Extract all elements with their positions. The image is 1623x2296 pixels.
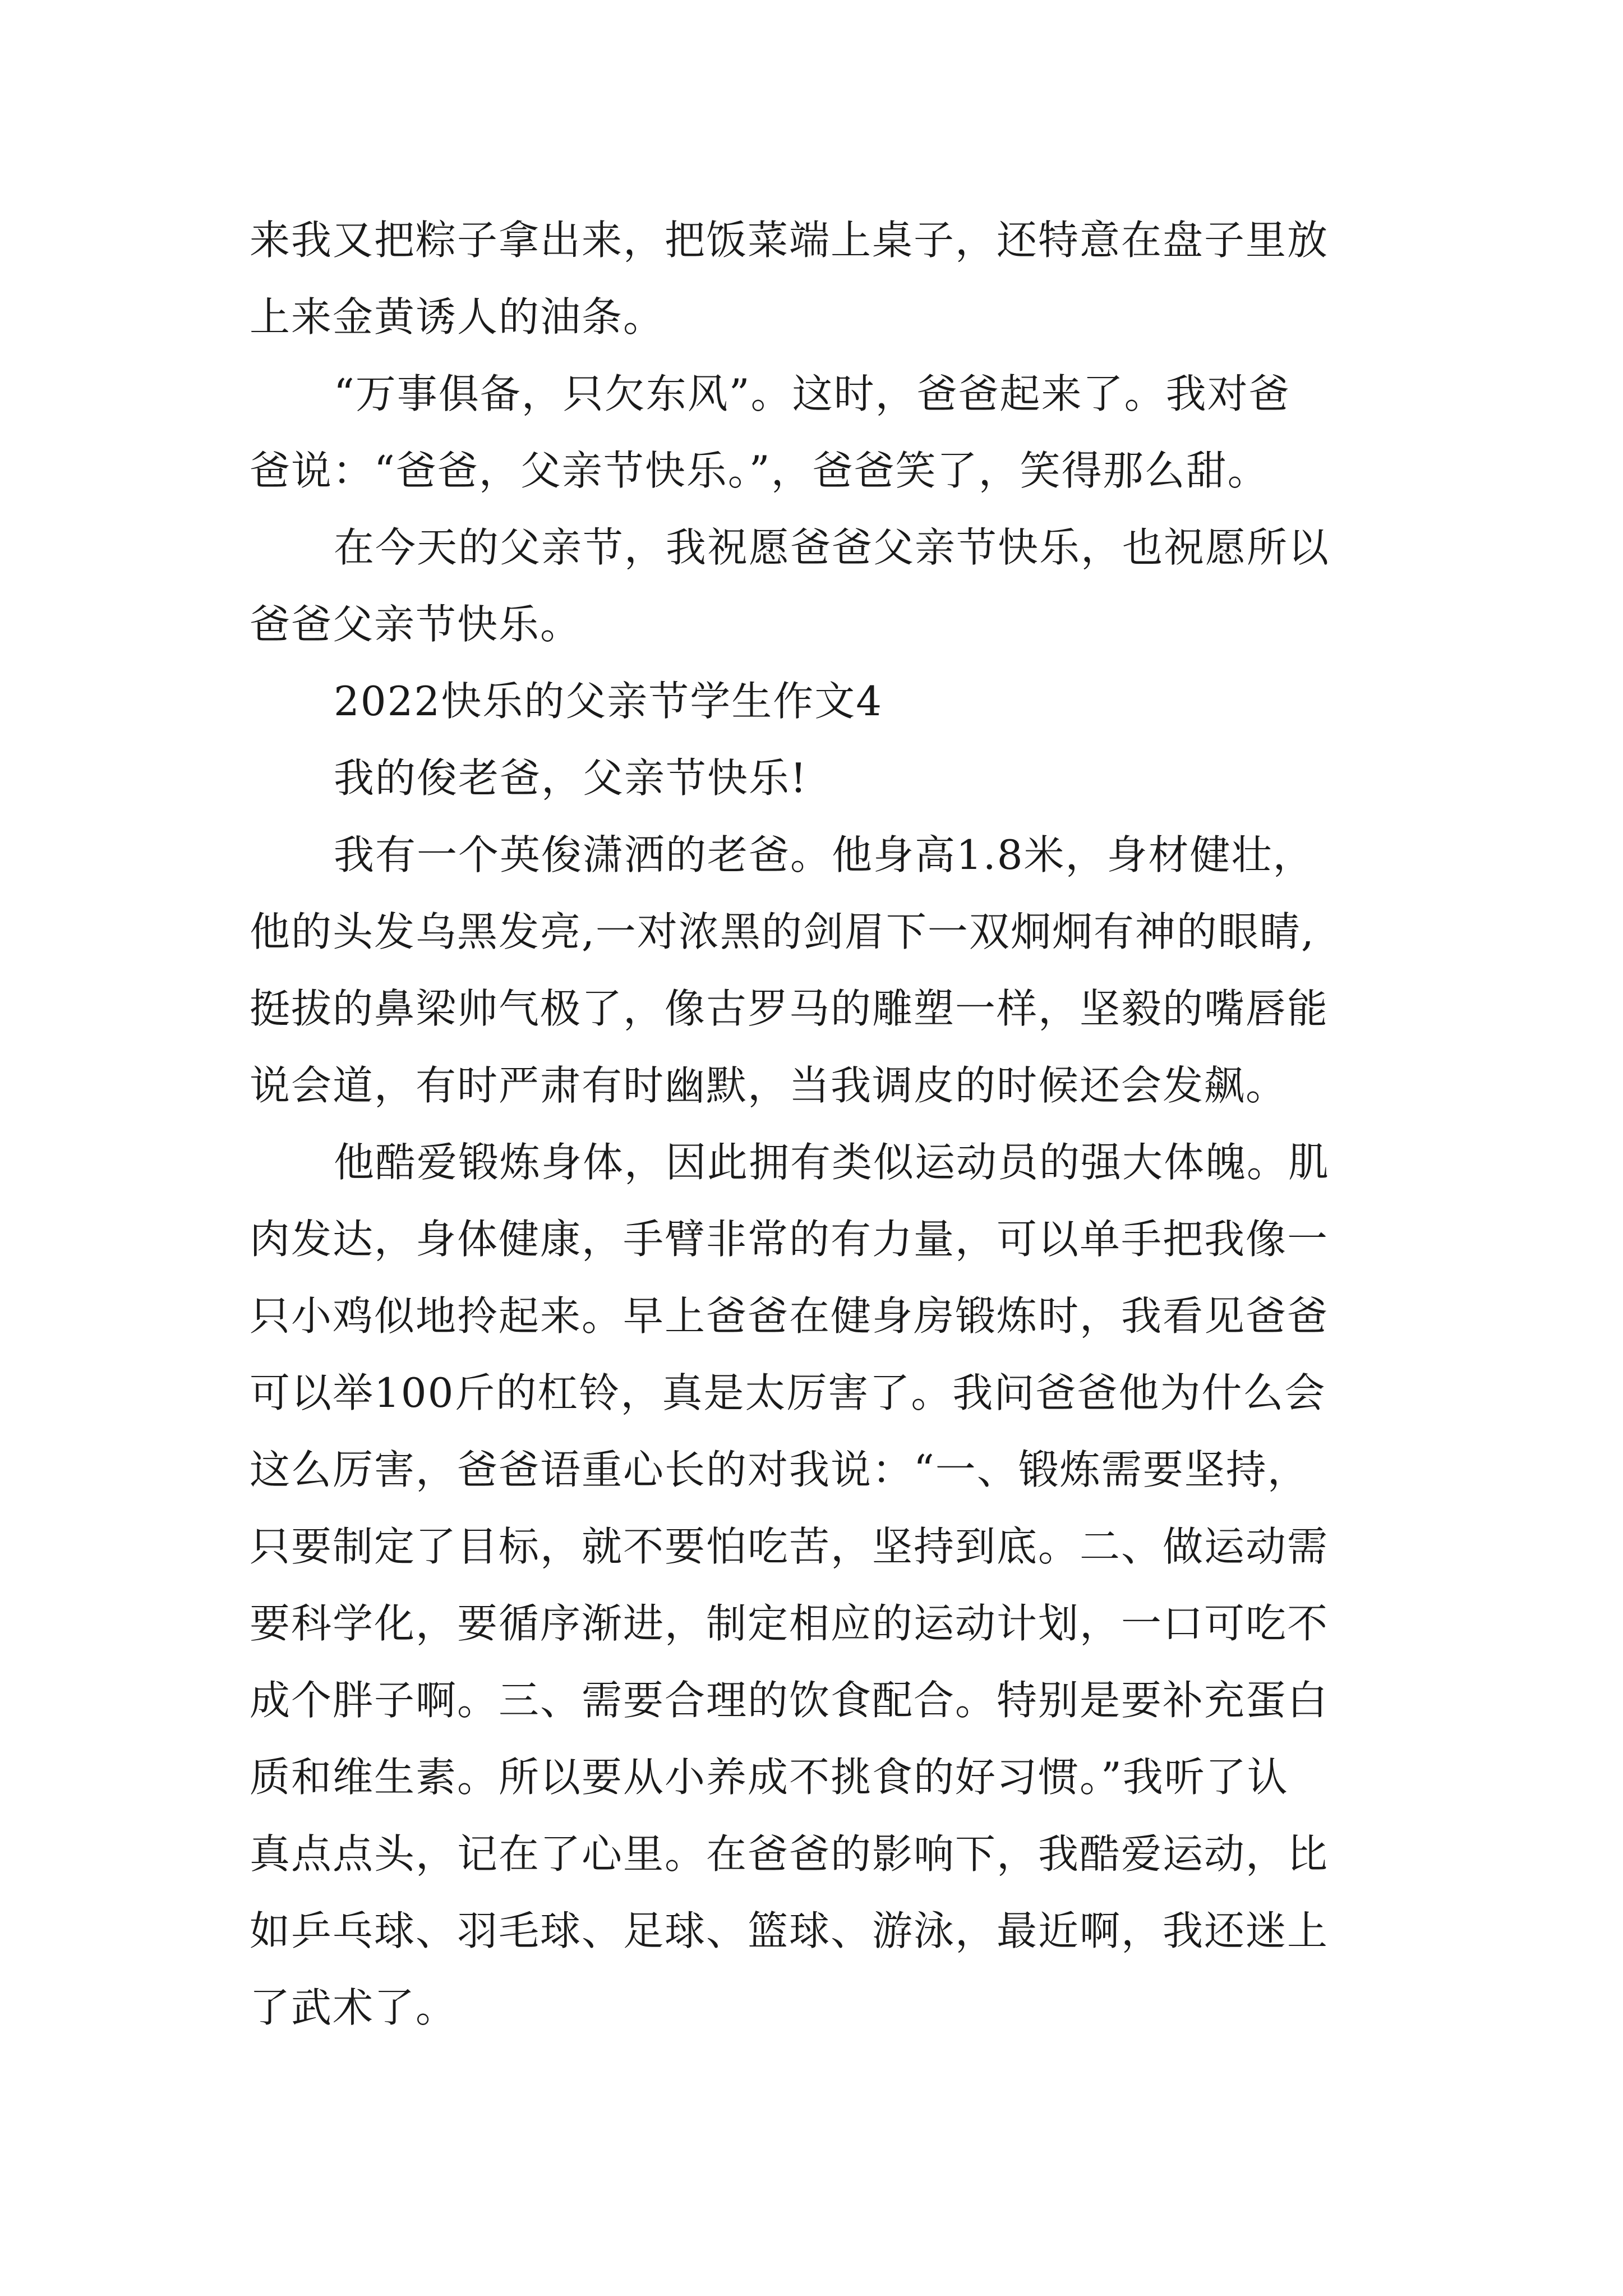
- text-line: 要科学化，要循序渐进，制定相应的运动计划，一口可吃不: [250, 1600, 1329, 1647]
- essay-title: 我的俊老爸，父亲节快乐!: [334, 754, 808, 802]
- text-line: 爸爸父亲节快乐。: [250, 601, 582, 648]
- section-heading: 2022快乐的父亲节学生作文4: [334, 678, 883, 725]
- text-line: 来我又把粽子拿出来，把饭菜端上桌子，还特意在盘子里放: [250, 217, 1329, 264]
- text-line: 上来金黄诱人的油条。: [250, 293, 665, 341]
- text-line: “万事俱备，只欠东风”。这时，爸爸起来了。我对爸: [334, 370, 1290, 417]
- text-line: 说会道，有时严肃有时幽默，当我调皮的时候还会发飙。: [250, 1062, 1288, 1109]
- text-line: 这么厉害，爸爸语重心长的对我说：“一、锻炼需要坚持，: [250, 1446, 1309, 1493]
- text-line: 肉发达，身体健康，手臂非常的有力量，可以单手把我像一: [250, 1216, 1329, 1263]
- text-line: 成个胖子啊。三、需要合理的饮食配合。特别是要补充蛋白: [250, 1677, 1329, 1724]
- text-line: 他酷爱锻炼身体，因此拥有类似运动员的强大体魄。肌: [334, 1139, 1330, 1186]
- text-line: 质和维生素。所以要从小养成不挑食的好习惯。”我听了认: [250, 1754, 1289, 1801]
- text-line: 只小鸡似地拎起来。早上爸爸在健身房锻炼时，我看见爸爸: [250, 1292, 1329, 1340]
- text-line: 他的头发乌黑发亮,一对浓黑的剑眉下一双炯炯有神的眼睛,: [250, 908, 1315, 955]
- text-line: 真点点头，记在了心里。在爸爸的影响下，我酷爱运动，比: [250, 1830, 1329, 1878]
- text-line: 可以举100斤的杠铃，真是太厉害了。我问爸爸他为什么会: [250, 1369, 1326, 1416]
- text-line: 爸说：“爸爸，父亲节快乐。”，爸爸笑了，笑得那么甜。: [250, 447, 1269, 494]
- document-body: [250, 202, 1396, 2046]
- text-line: 挺拔的鼻梁帅气极了，像古罗马的雕塑一样，坚毅的嘴唇能: [250, 985, 1329, 1032]
- text-line: 在今天的父亲节，我祝愿爸爸父亲节快乐，也祝愿所以: [334, 524, 1330, 571]
- text-line: 只要制定了目标，就不要怕吃苦，坚持到底。二、做运动需: [250, 1523, 1329, 1570]
- text-line: 我有一个英俊潇洒的老爸。他身高1.8米，身材健壮，: [334, 831, 1315, 878]
- text-line: 如乒乓球、羽毛球、足球、篮球、游泳，最近啊，我还迷上: [250, 1907, 1329, 1954]
- text-line: 了武术了。: [250, 1984, 458, 2031]
